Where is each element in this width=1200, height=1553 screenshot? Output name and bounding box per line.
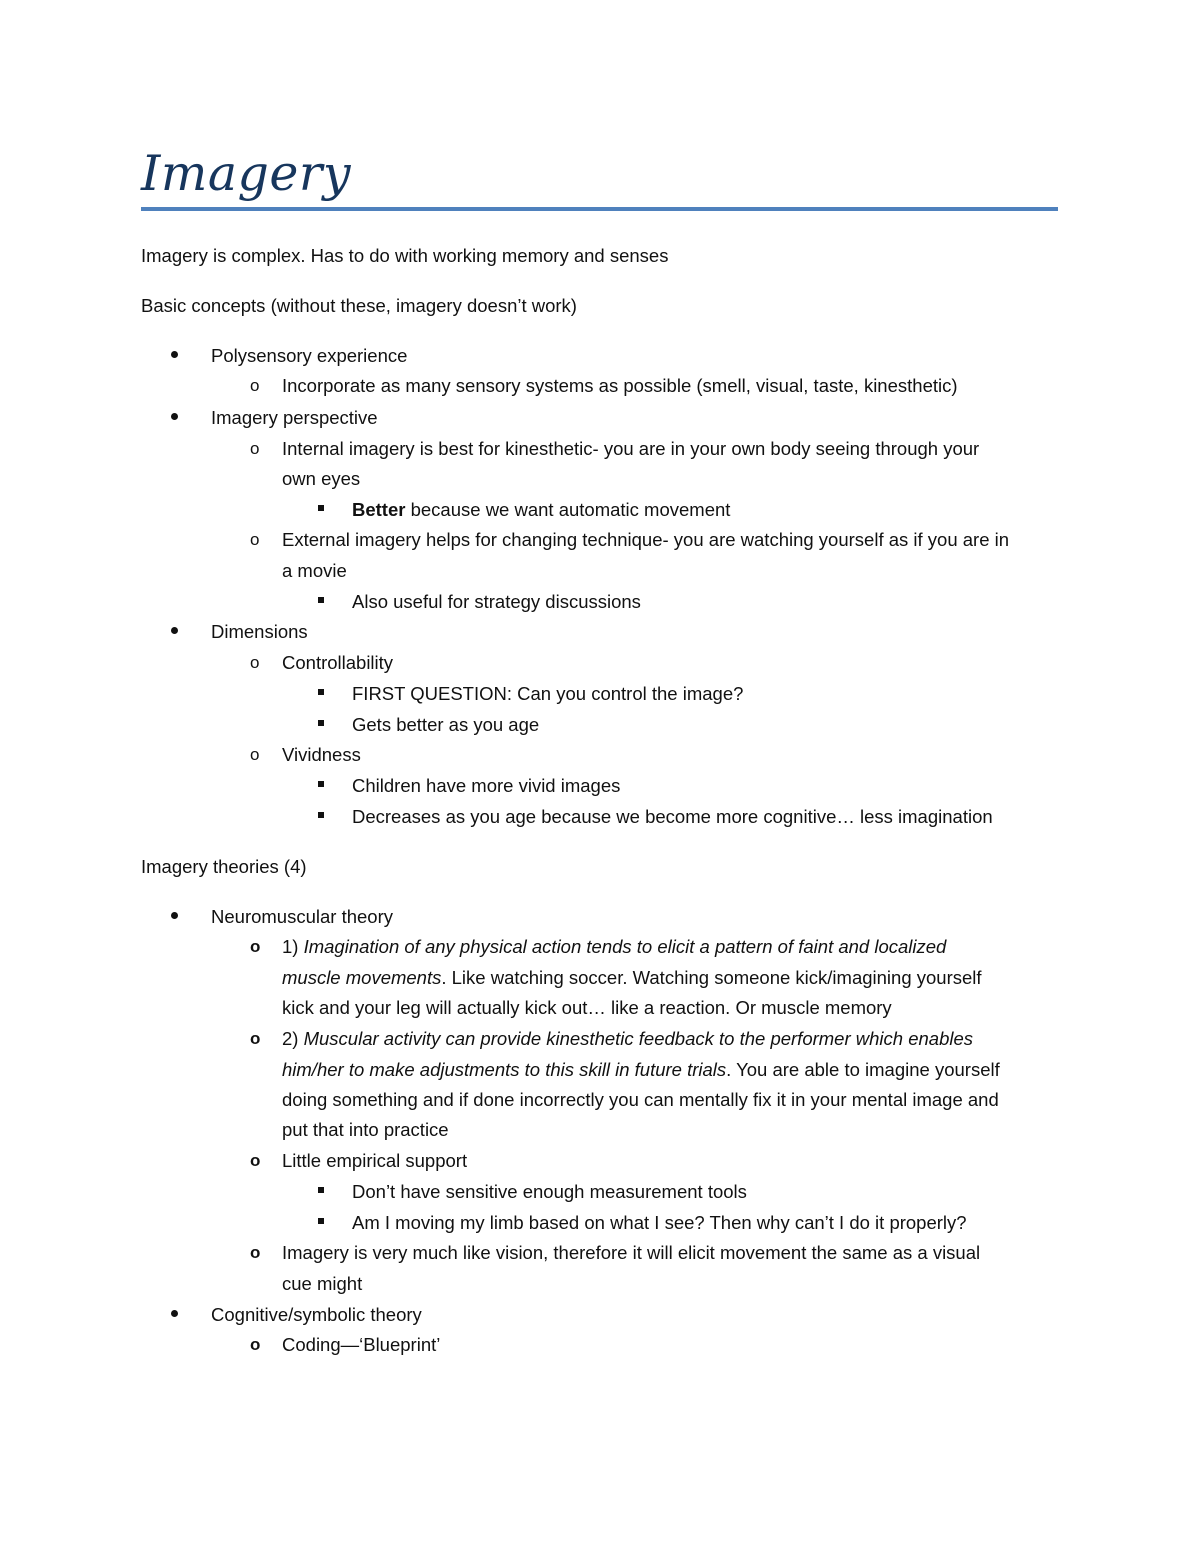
square-bullet-icon	[318, 494, 324, 525]
bullet-icon	[171, 1299, 178, 1330]
list-item-continuation	[282, 1054, 1000, 1085]
list-item: Cognitive/symbolic theory	[211, 1304, 422, 1325]
square-bullet-icon	[318, 678, 324, 709]
list-item-text: . Like watching soccer. Watching someone kick/imagining yourself	[441, 967, 982, 988]
list-item	[282, 931, 946, 962]
italic-text: muscle movements	[282, 967, 442, 988]
list-item-text: . You are able to imagine yourself	[726, 1059, 1000, 1080]
list-item-continuation: own eyes	[282, 468, 361, 489]
circle-bullet-icon: o	[250, 1151, 261, 1170]
bullet-icon	[171, 402, 178, 433]
list-item: Polysensory experience	[211, 345, 408, 366]
list-item-continuation: put that into practice	[282, 1119, 449, 1140]
square-bullet-icon	[318, 801, 324, 832]
list-item: Imagery perspective	[211, 407, 378, 428]
square-bullet-icon	[318, 586, 324, 617]
circle-bullet-icon: o	[250, 937, 261, 956]
italic-text: Imagination of any physical action tends to elicit a pattern of faint and localized	[303, 936, 947, 957]
circle-bullet-icon: o	[250, 1335, 261, 1354]
list-item-continuation: a movie	[282, 560, 347, 581]
list-item: Gets better as you age	[352, 714, 540, 735]
bullet-icon	[171, 901, 178, 932]
basic-concepts-heading: Basic concepts (without these, imagery doesn’t work)	[141, 295, 577, 316]
list-item: Am I moving my limb based on what I see? Then why can’t I do it properly?	[352, 1212, 967, 1233]
document-title: Imagery	[141, 145, 352, 202]
circle-bullet-icon: o	[250, 376, 260, 395]
square-bullet-icon	[318, 1207, 324, 1238]
list-item: Vividness	[282, 744, 361, 765]
circle-bullet-icon: o	[250, 1029, 261, 1048]
list-item: FIRST QUESTION: Can you control the image?	[352, 683, 744, 704]
list-item: Also useful for strategy discussions	[352, 591, 641, 612]
list-item: Incorporate as many sensory systems as possible (smell, visual, taste, kinesthetic)	[282, 375, 958, 396]
list-item-continuation: cue might	[282, 1273, 363, 1294]
item-number: 1)	[282, 936, 304, 957]
list-item: Dimensions	[211, 621, 308, 642]
circle-bullet-icon: o	[250, 1243, 261, 1262]
bullet-icon	[171, 340, 178, 371]
list-item: Don’t have sensitive enough measurement tools	[352, 1181, 747, 1202]
intro-paragraph: Imagery is complex. Has to do with working memory and senses	[141, 245, 669, 266]
circle-bullet-icon: o	[250, 653, 260, 672]
list-item: Imagery is very much like vision, therefore it will elicit movement the same as a visual	[282, 1242, 981, 1263]
list-item-text: because we want automatic movement	[405, 499, 731, 520]
list-item-continuation	[282, 962, 982, 993]
list-item: Neuromuscular theory	[211, 906, 393, 927]
list-item: Coding—‘Blueprint’	[282, 1334, 441, 1355]
list-item: Little empirical support	[282, 1150, 468, 1171]
list-item: Decreases as you age because we become more cognitive… less imagination	[352, 806, 993, 827]
list-item	[352, 494, 730, 525]
italic-text: him/her to make adjustments to this skill in future trials	[282, 1059, 727, 1080]
italic-text: Muscular activity can provide kinesthetic feedback to the performer which enables	[303, 1028, 974, 1049]
imagery-theories-heading: Imagery theories (4)	[141, 856, 307, 877]
list-item-continuation: kick and your leg will actually kick out… like a reaction. Or muscle memory	[282, 997, 892, 1018]
list-item: Controllability	[282, 652, 394, 673]
item-number: 2)	[282, 1028, 304, 1049]
bold-text: Better	[352, 499, 406, 520]
square-bullet-icon	[318, 1176, 324, 1207]
square-bullet-icon	[318, 770, 324, 801]
circle-bullet-icon: o	[250, 745, 260, 764]
list-item: External imagery helps for changing technique- you are watching yourself as if you are in	[282, 529, 1010, 550]
square-bullet-icon	[318, 709, 324, 740]
circle-bullet-icon: o	[250, 530, 260, 549]
list-item-continuation: doing something and if done incorrectly you can mentally fix it in your mental image and	[282, 1089, 999, 1110]
circle-bullet-icon: o	[250, 439, 260, 458]
list-item: Children have more vivid images	[352, 775, 621, 796]
list-item	[282, 1023, 973, 1054]
list-item: Internal imagery is best for kinesthetic- you are in your own body seeing through your	[282, 438, 980, 459]
bullet-icon	[171, 616, 178, 647]
title-underline	[141, 207, 1058, 211]
